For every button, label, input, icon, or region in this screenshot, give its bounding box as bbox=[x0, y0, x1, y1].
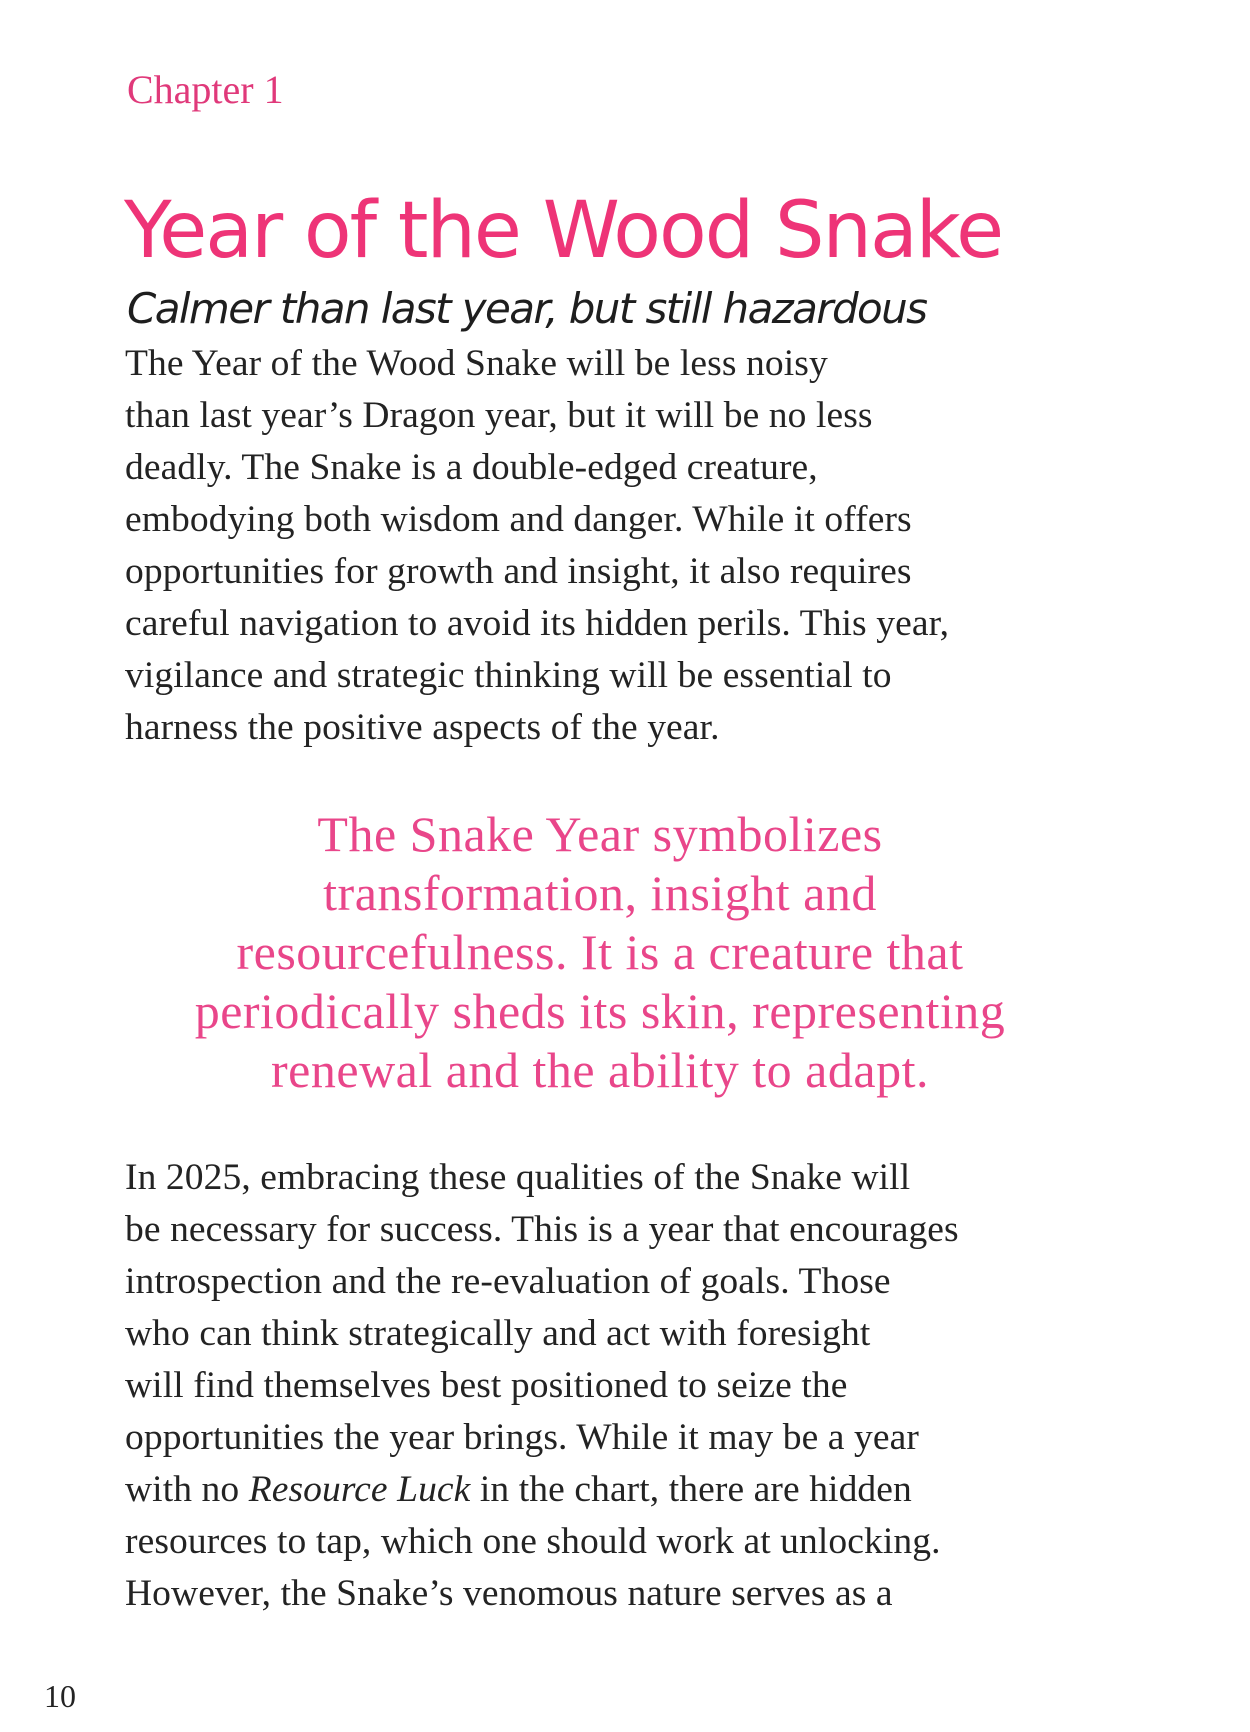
body-paragraph-1 bbox=[125, 338, 1075, 754]
text-line: vigilance and strategic thinking will be essential to bbox=[125, 655, 892, 696]
text-line: The Year of the Wood Snake will be less noisy bbox=[125, 343, 828, 384]
text-line: deadly. The Snake is a double-edged creature, bbox=[125, 447, 818, 488]
text-line: resources to tap, which one should work at unlocking. bbox=[125, 1521, 941, 1562]
text-line: be necessary for success. This is a year that encourages bbox=[125, 1209, 959, 1250]
text-line: will find themselves best positioned to seize the bbox=[125, 1365, 848, 1406]
pull-quote-line: resourcefulness. It is a creature that bbox=[236, 924, 964, 980]
body-paragraph-2 bbox=[125, 1152, 1075, 1620]
pull-quote bbox=[100, 805, 1100, 1100]
text-line: careful navigation to avoid its hidden perils. This year, bbox=[125, 603, 950, 644]
text-line: introspection and the re-evaluation of goals. Those bbox=[125, 1261, 891, 1302]
line-suffix: in the chart, there are hidden bbox=[470, 1469, 912, 1510]
pull-quote-line: The Snake Year symbolizes bbox=[317, 806, 883, 862]
text-line: than last year’s Dragon year, but it will be no less bbox=[125, 395, 873, 436]
page-title: Year of the Wood Snake bbox=[124, 186, 1003, 276]
line-prefix: with no bbox=[125, 1469, 249, 1510]
chapter-label: Chapter 1 bbox=[127, 67, 284, 112]
text-line: who can think strategically and act with foresight bbox=[125, 1313, 871, 1354]
page-number: 10 bbox=[44, 1678, 76, 1714]
text-line: However, the Snake’s venomous nature serves as a bbox=[125, 1573, 893, 1614]
text-line: opportunities for growth and insight, it also requires bbox=[125, 551, 912, 592]
text-line bbox=[125, 1464, 1075, 1516]
pull-quote-line: periodically sheds its skin, representing bbox=[194, 983, 1006, 1039]
text-line: opportunities the year brings. While it may be a year bbox=[125, 1417, 919, 1458]
italic-term: Resource Luck bbox=[248, 1469, 471, 1510]
text-line: embodying both wisdom and danger. While it offers bbox=[125, 499, 912, 540]
text-line: harness the positive aspects of the year. bbox=[125, 707, 720, 748]
pull-quote-line: transformation, insight and bbox=[323, 865, 877, 921]
text-line: In 2025, embracing these qualities of the Snake will bbox=[125, 1157, 911, 1198]
pull-quote-line: renewal and the ability to adapt. bbox=[271, 1042, 929, 1098]
page-subtitle: Calmer than last year, but still hazardous bbox=[127, 284, 927, 333]
